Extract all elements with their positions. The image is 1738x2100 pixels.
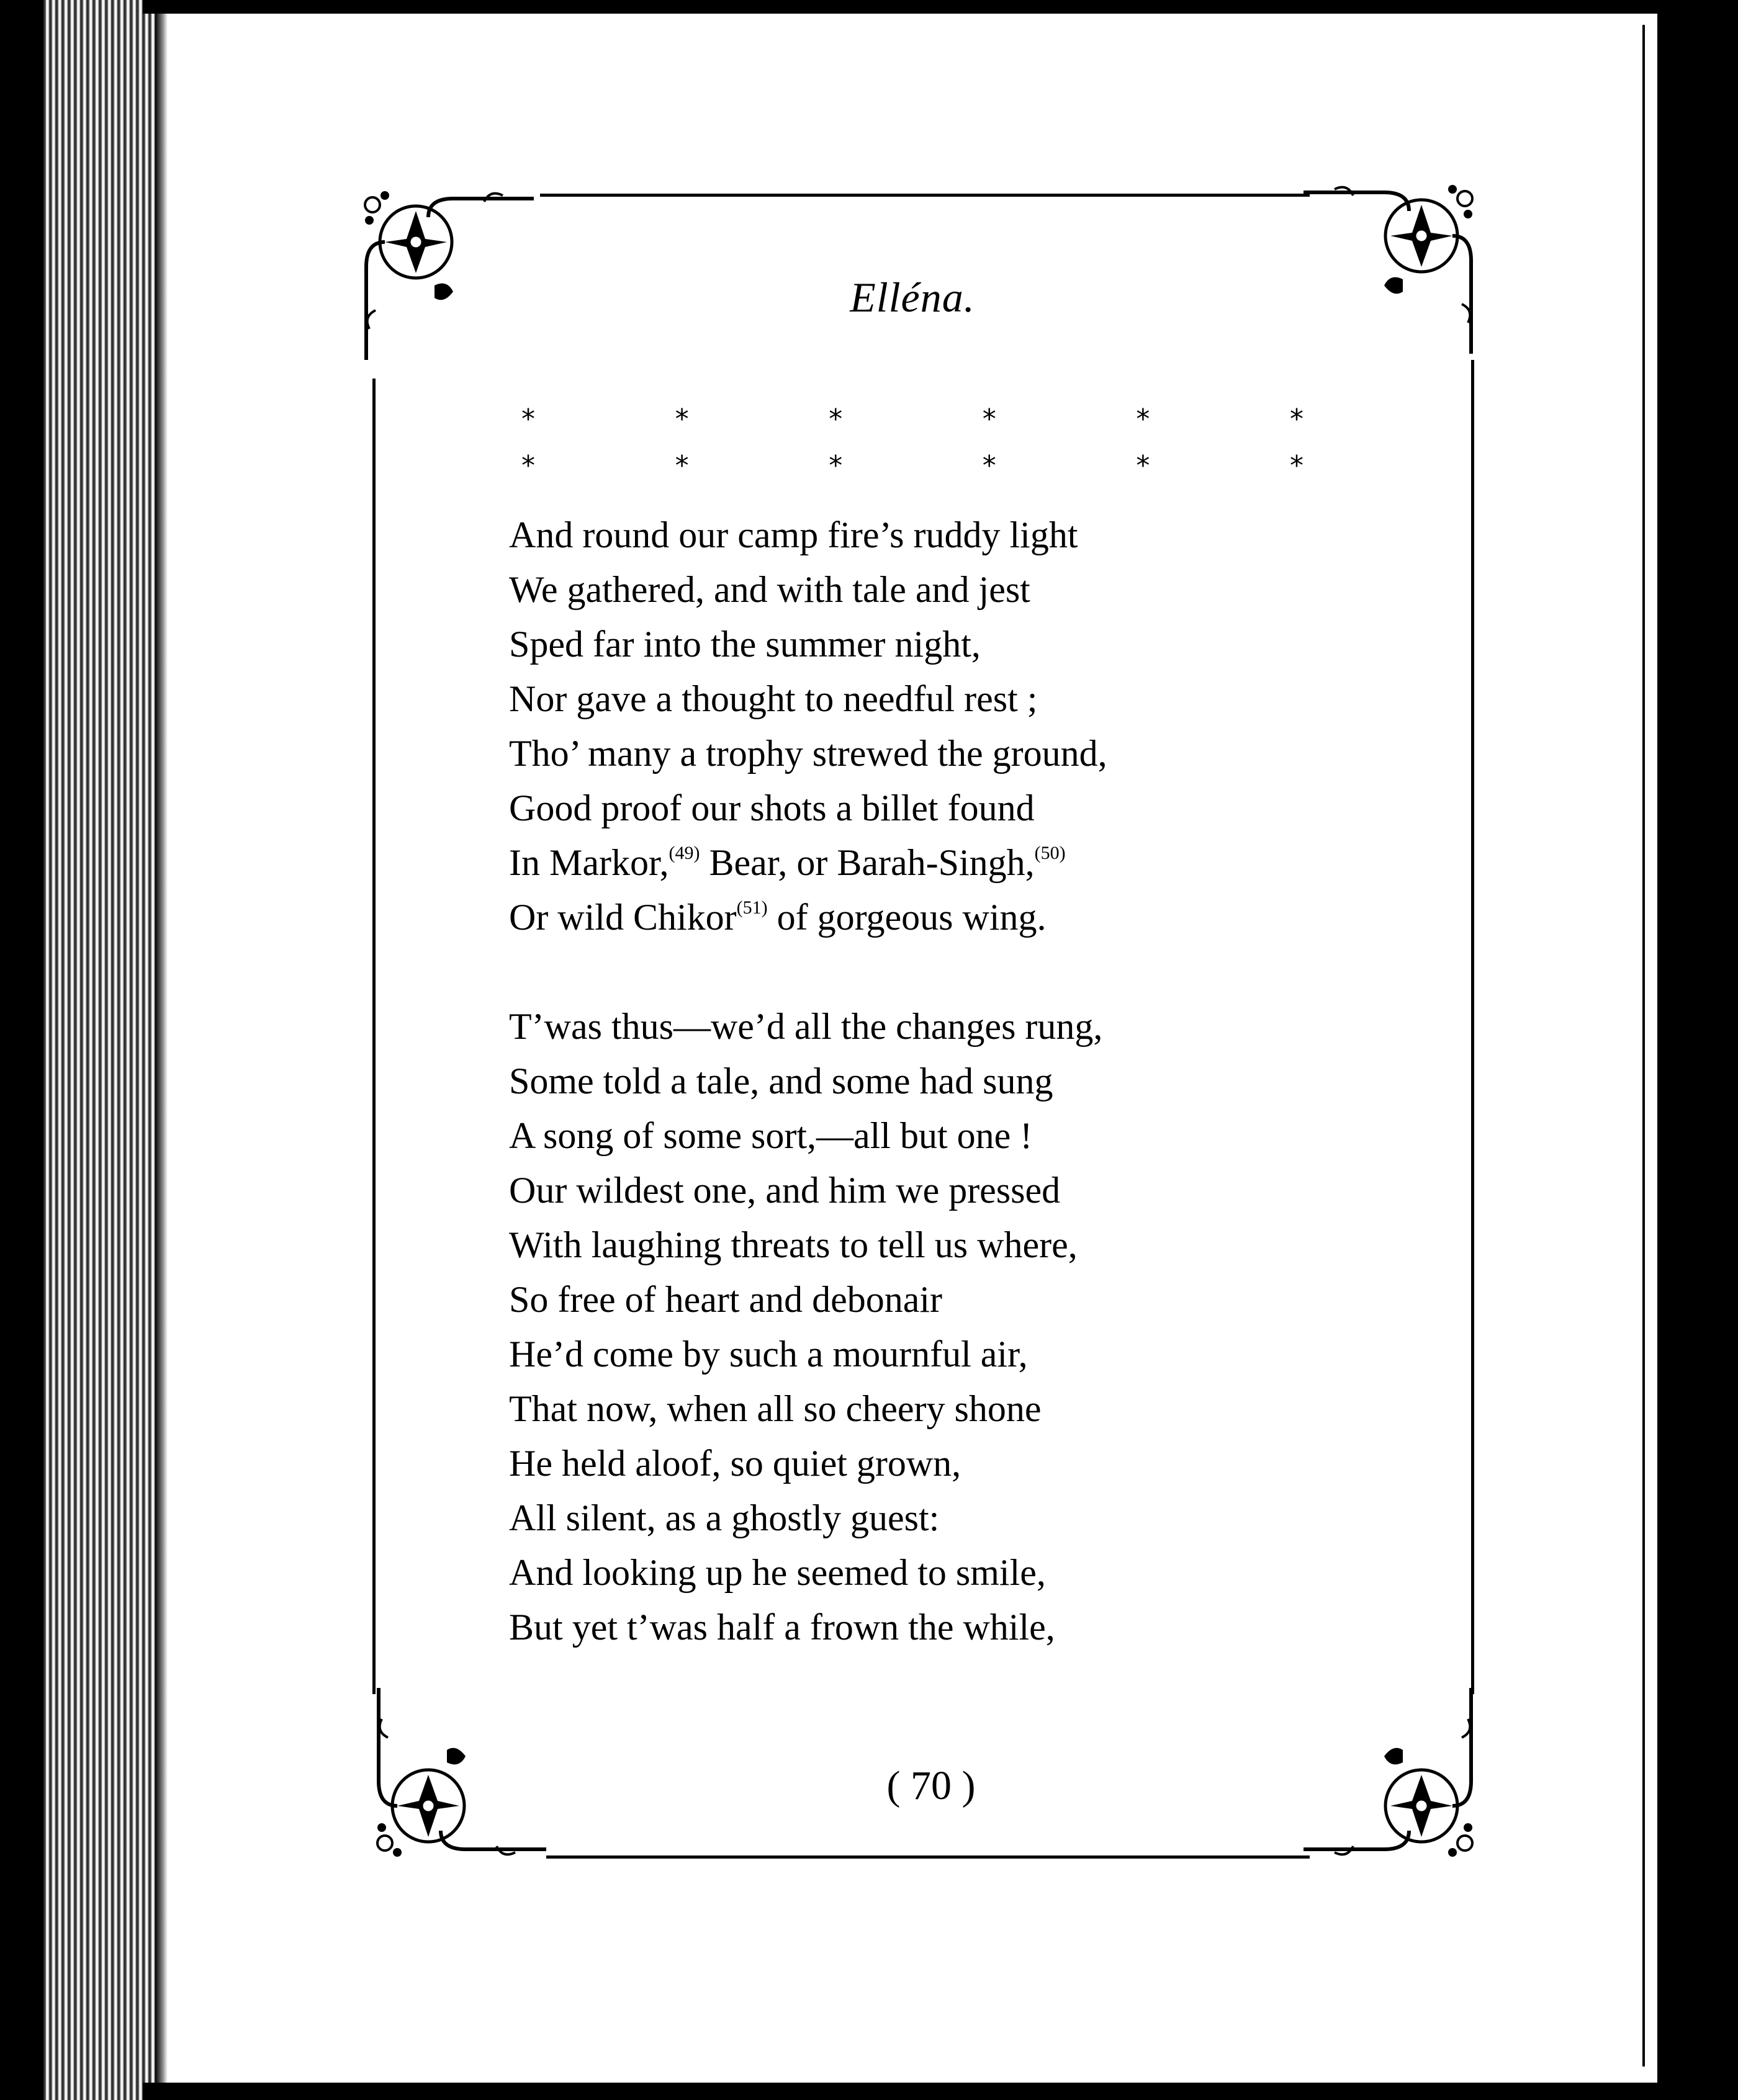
book-spine [0, 0, 43, 2100]
frame-border-left [372, 379, 376, 1694]
footnote-ref: (49) [669, 843, 700, 863]
verse-line: That now, when all so cheery shone [509, 1388, 1042, 1429]
verse-line: T’was thus—we’d all the changes rung, [509, 1006, 1103, 1047]
asterisk: * [982, 450, 996, 482]
verse-line: He’d come by such a mournful air, [509, 1334, 1028, 1375]
corner-ornament-top-right [1304, 168, 1490, 354]
verse-line: We gathered, and with tale and jest [509, 569, 1030, 610]
asterisk: * [829, 450, 843, 482]
verse-line: Sped far into the summer night, [509, 624, 981, 665]
asterisk: * [675, 450, 689, 482]
verse-line: All silent, as a ghostly guest: [509, 1497, 940, 1538]
poem-body [509, 508, 1390, 1654]
stanza-break [509, 945, 1390, 999]
verse-line: Our wildest one, and him we pressed [509, 1170, 1061, 1211]
frame-border-top [540, 194, 1310, 197]
ornament-icon [1304, 1688, 1490, 1874]
page-gutter-shadow [155, 0, 168, 2100]
asterisk: * [829, 403, 843, 435]
footnote-ref: (51) [736, 897, 768, 918]
frame-border-right [1471, 360, 1474, 1694]
verse-line: Tho’ many a trophy strewed the ground, [509, 733, 1107, 774]
verse-line: With laughing threats to tell us where, [509, 1224, 1078, 1265]
page-number: ( 70 ) [886, 1763, 976, 1808]
footnote-ref: (50) [1034, 843, 1066, 863]
corner-ornament-bottom-left [360, 1688, 546, 1874]
verse-text: In Markor, [509, 842, 669, 883]
verse-text: Bear, or Barah-Singh, [700, 842, 1035, 883]
asterisk: * [1289, 450, 1304, 482]
scan-top-edge [143, 0, 1738, 14]
verse-line: And round our camp fire’s ruddy light [509, 514, 1078, 555]
corner-ornament-bottom-right [1304, 1688, 1490, 1874]
asterisk: * [1136, 450, 1150, 482]
ornament-icon [360, 1688, 546, 1874]
verse-line: But yet t’was half a frown the while, [509, 1607, 1055, 1648]
asterisk: * [982, 403, 996, 435]
scan-bottom-edge [143, 2083, 1738, 2100]
verse-line: So free of heart and debonair [509, 1279, 943, 1320]
scan-right-edge [1657, 14, 1738, 2100]
verse-text: Or wild Chikor [509, 897, 737, 938]
asterisk: * [1136, 403, 1150, 435]
verse-line: A song of some sort,—all but one ! [509, 1115, 1033, 1156]
verse-line: He held aloof, so quiet grown, [509, 1443, 961, 1484]
running-title: Elléna. [850, 274, 975, 321]
asterisk: * [521, 450, 535, 482]
verse-line: And looking up he seemed to smile, [509, 1552, 1046, 1593]
verse-line: Some told a tale, and some had sung [509, 1061, 1053, 1102]
verse-line: Nor gave a thought to needful rest ; [509, 678, 1038, 719]
ornament-icon [348, 174, 534, 360]
verse-line [509, 835, 1390, 890]
asterisk: * [675, 403, 689, 435]
asterisk: * [521, 403, 535, 435]
verse-line: Good proof our shots a billet found [509, 787, 1035, 828]
page-stack-edges [43, 0, 161, 2100]
verse-line [509, 890, 1390, 945]
frame-border-bottom [546, 1855, 1310, 1859]
verse-text: of gorgeous wing. [767, 897, 1047, 938]
asterisk-divider-row [521, 403, 1304, 435]
next-page-edge [1642, 25, 1657, 2066]
asterisk: * [1289, 403, 1304, 435]
ornament-icon [1304, 168, 1490, 354]
asterisk-divider-row [521, 450, 1304, 482]
corner-ornament-top-left [348, 174, 534, 360]
